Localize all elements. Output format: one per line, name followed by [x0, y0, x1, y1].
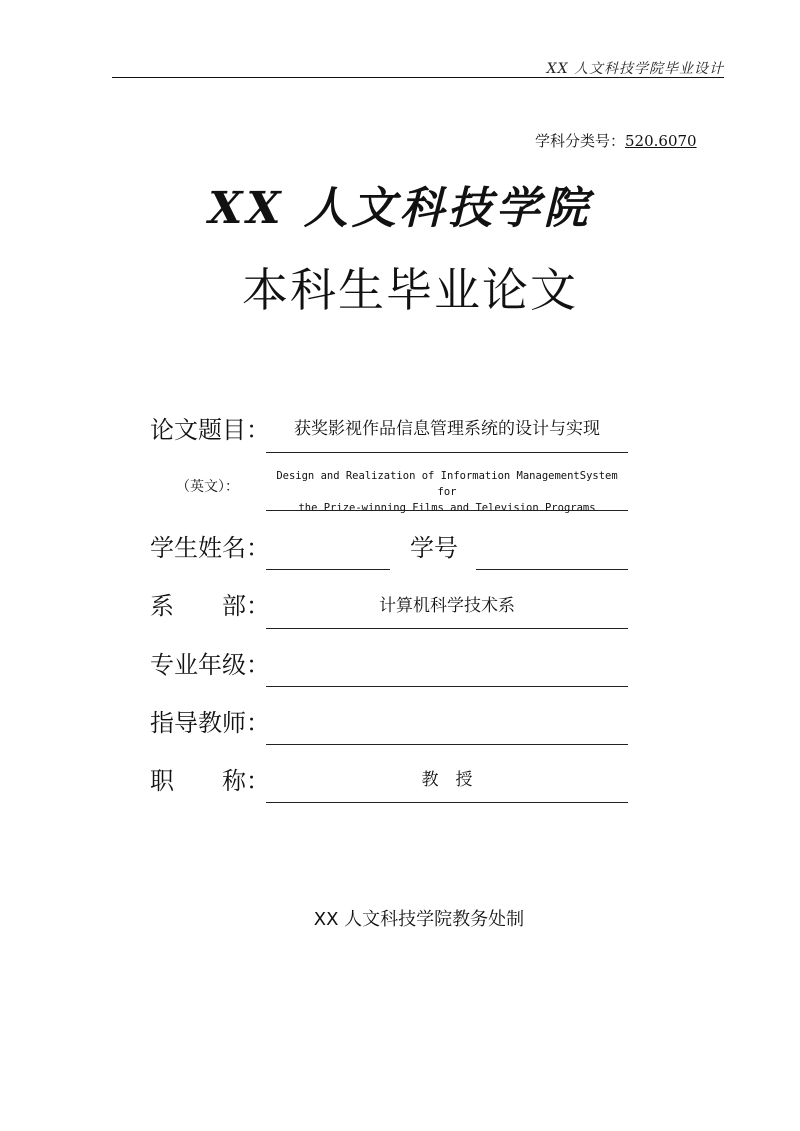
department-label: 系 部：: [150, 592, 270, 620]
title-en-value: [266, 468, 628, 516]
thesis-type-title: 本科生毕业论文: [242, 263, 578, 317]
classification-label: 学科分类号：: [535, 132, 626, 150]
classification-code: 520.6070: [625, 132, 697, 150]
major-grade-label: 专业年级：: [150, 651, 270, 679]
student-name-rule: [266, 569, 390, 570]
title-rank-label: 职 称：: [150, 767, 270, 795]
school-name: XX 人文科技学院: [208, 183, 592, 234]
running-header: XX 人文科技学院毕业设计: [546, 61, 724, 77]
student-id-label: 学号: [410, 534, 458, 562]
student-id-rule: [476, 569, 628, 570]
title-en-rule: [266, 510, 628, 511]
header-rule: [112, 77, 724, 78]
department-value: 计算机科学技术系: [379, 596, 515, 616]
title-rank-value: 教 授: [421, 770, 473, 790]
major-grade-rule: [266, 686, 628, 687]
advisor-label: 指导教师：: [150, 709, 270, 737]
title-en-line-2: the Prize-winning Films and Television Programs: [298, 502, 596, 514]
title-cn-label: 论文题目：: [150, 416, 270, 444]
student-name-label: 学生姓名：: [150, 534, 270, 562]
department-rule: [266, 628, 628, 629]
title-en-label: （英文）：: [176, 479, 239, 495]
advisor-rule: [266, 744, 628, 745]
classification-number: [535, 130, 697, 151]
title-en-line-1: Design and Realization of Information ManagementSystem for: [276, 470, 618, 498]
title-cn-value: 获奖影视作品信息管理系统的设计与实现: [294, 419, 600, 439]
issuer-footer: XX 人文科技学院教务处制: [313, 909, 525, 930]
title-rank-rule: [266, 802, 628, 803]
title-cn-rule: [266, 452, 628, 453]
